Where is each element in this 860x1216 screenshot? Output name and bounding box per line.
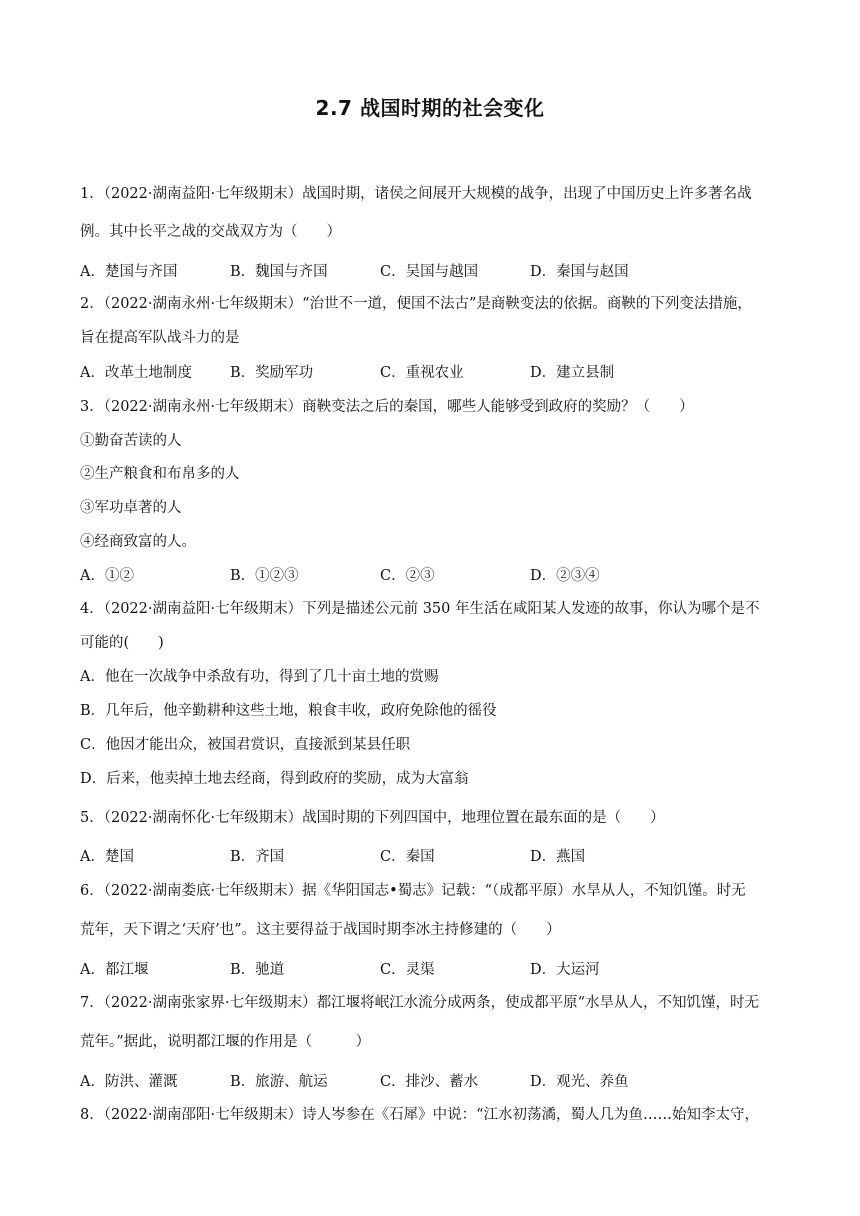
option-d: D．建立县制: [530, 365, 615, 381]
statement-1: ①勤奋苦读的人: [80, 433, 182, 449]
option-a: A．楚国: [80, 849, 134, 865]
question-6-text-cont: 荒年，天下谓之‘天府’也”。这主要得益于战国时期李冰主持修建的（ ）: [80, 922, 561, 938]
question-2-text: 2．（2022·湖南永州·七年级期末）“治世不一道，便国不法古”是商鞅变法的依据。商鞅的下列变法措施，: [80, 296, 752, 312]
option-b: B．①②③: [230, 568, 299, 584]
question-1-text-cont: 例。其中长平之战的交战双方为（ ）: [80, 224, 341, 240]
option-b: B．驰道: [230, 962, 285, 978]
option-b: B．齐国: [230, 849, 285, 865]
option-d: D．观光、养鱼: [530, 1074, 629, 1090]
option-c: C．重视农业: [380, 365, 464, 381]
option-a: A．①②: [80, 568, 134, 584]
page-title: 2.7 战国时期的社会变化: [315, 96, 545, 120]
option-d: D．②③④: [530, 568, 600, 584]
option-b: B．奖励军功: [230, 365, 314, 381]
question-4-text: 4．（2022·湖南益阳·七年级期末）下列是描述公元前 350 年生活在咸阳某人发迹的故事，你认为哪个是不: [80, 601, 760, 617]
statement-2: ②生产粮食和布帛多的人: [80, 466, 240, 482]
question-5-text: 5．（2022·湖南怀化·七年级期末）战国时期的下列四国中，地理位置在最东面的是（ ）: [80, 810, 665, 826]
option-c: C．他因才能出众，被国君赏识，直接派到某县任职: [80, 737, 411, 753]
statement-3: ③军功卓著的人: [80, 500, 182, 516]
question-4-text-cont: 可能的( ): [80, 635, 164, 651]
option-b: B．几年后，他辛勤耕种这些土地，粮食丰收，政府免除他的徭役: [80, 703, 497, 719]
option-a: A．他在一次战争中杀敌有功，得到了几十亩土地的赏赐: [80, 669, 439, 685]
question-3-text: 3．（2022·湖南永州·七年级期末）商鞅变法之后的秦国，哪些人能够受到政府的奖励？（ ）: [80, 399, 694, 415]
option-c: C．灵渠: [380, 962, 435, 978]
question-6-text: 6．（2022·湖南娄底·七年级期末）据《华阳国志•蜀志》记载：“（成都平原）水旱从人，不知饥馑。时无: [80, 883, 746, 899]
option-c: C．②③: [380, 568, 435, 584]
option-a: A．防洪、灌溉: [80, 1074, 178, 1090]
option-c: C．排沙、蓄水: [380, 1074, 479, 1090]
option-d: D．大运河: [530, 962, 600, 978]
option-d: D．后来，他卖掉土地去经商，得到政府的奖励，成为大富翁: [80, 771, 469, 787]
option-b: B．魏国与齐国: [230, 264, 328, 280]
question-2-text-cont: 旨在提高军队战斗力的是: [80, 330, 240, 346]
question-7-text: 7．（2022·湖南张家界·七年级期末）都江堰将岷江水流分成两条，使成都平原“水旱从人，不知饥馑，时无: [80, 995, 760, 1011]
question-1-text: 1．（2022·湖南益阳·七年级期末）战国时期，诸侯之间展开大规模的战争，出现了中国历史上许多著名战: [80, 186, 752, 202]
option-b: B．旅游、航运: [230, 1074, 328, 1090]
option-d: D．秦国与赵国: [530, 264, 629, 280]
option-a: A．改革土地制度: [80, 365, 192, 381]
option-a: A．楚国与齐国: [80, 264, 178, 280]
option-d: D．燕国: [530, 849, 586, 865]
option-c: C．秦国: [380, 849, 435, 865]
question-8-text: 8．（2022·湖南邵阳·七年级期末）诗人岑参在《石犀》中说：“江水初荡潏，蜀人几为鱼……始知李太守，: [80, 1107, 760, 1123]
option-a: A．都江堰: [80, 962, 149, 978]
question-7-text-cont: 荒年。”据此，说明都江堰的作用是（ ）: [80, 1034, 371, 1050]
statement-4: ④经商致富的人。: [80, 534, 196, 550]
option-c: C．吴国与越国: [380, 264, 479, 280]
